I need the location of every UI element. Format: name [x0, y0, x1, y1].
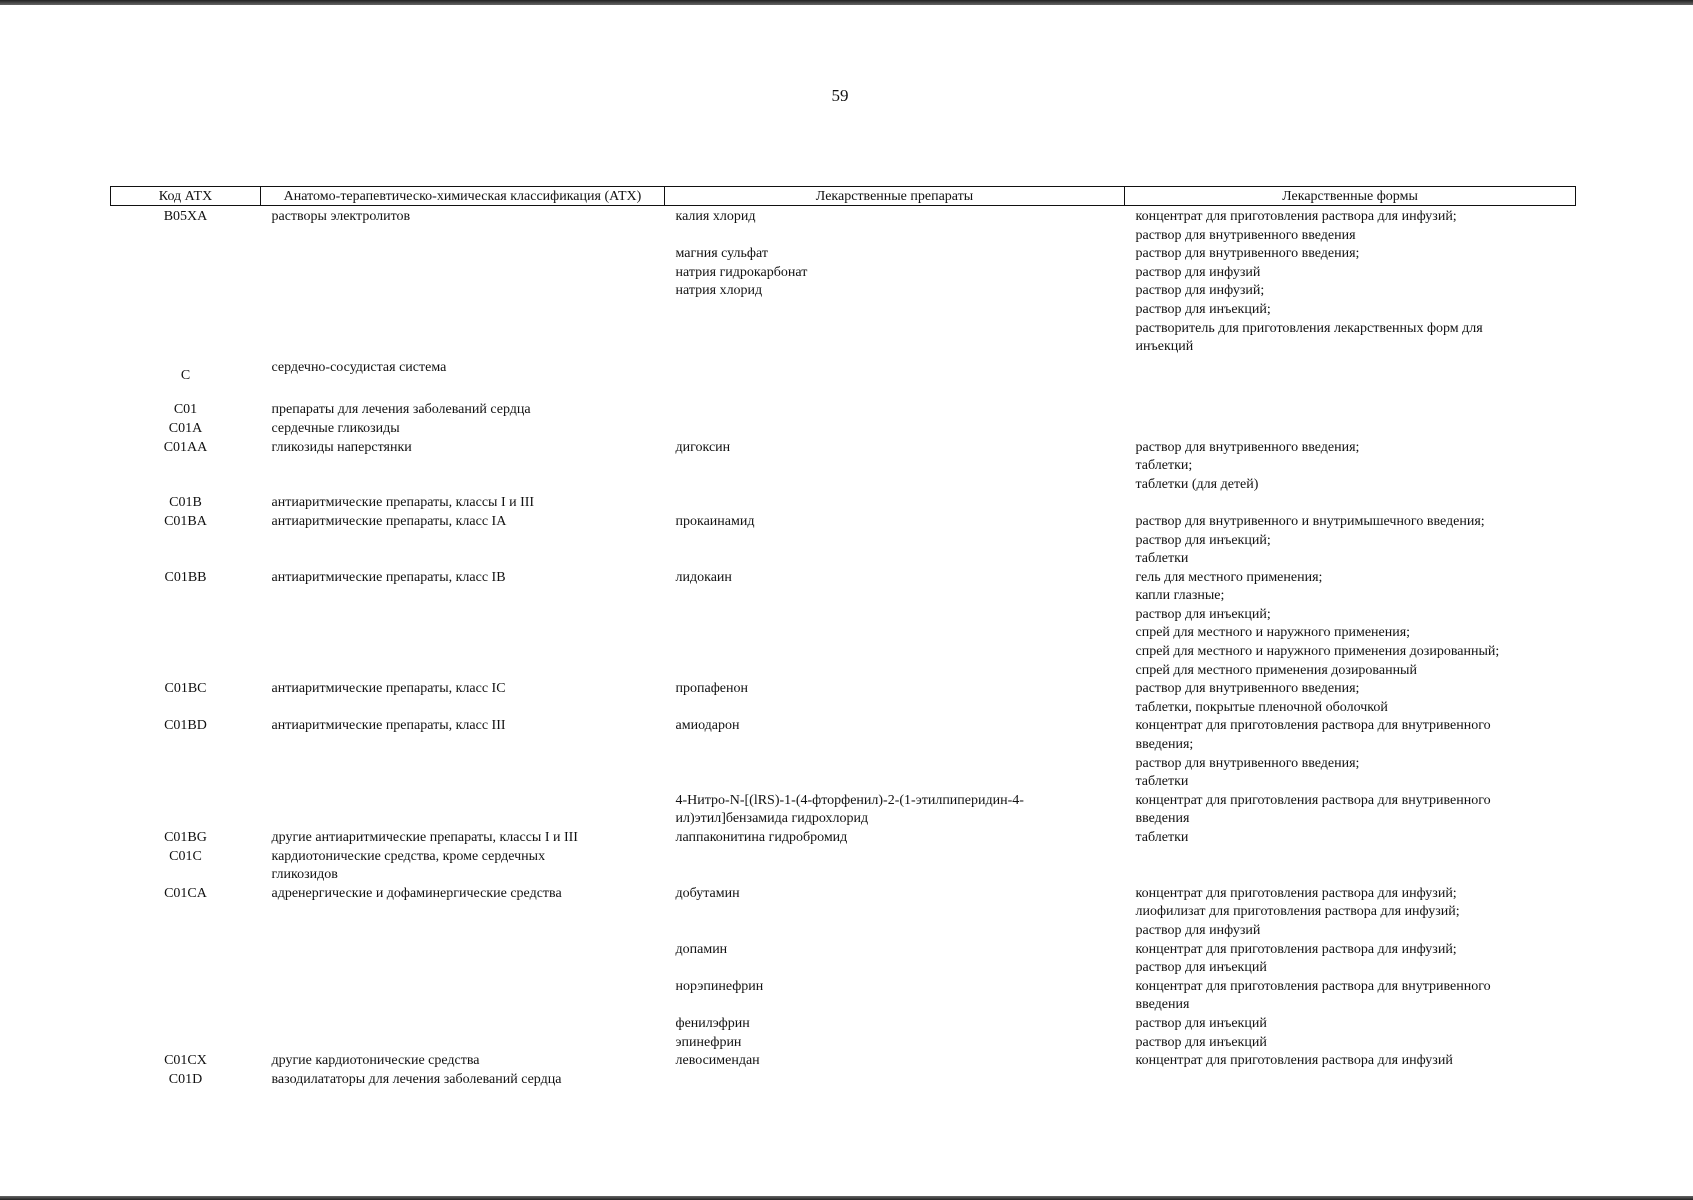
table-row [111, 1071, 1576, 1090]
cell-dosage-forms: концентрат для приготовления раствора для внутривенного введения; раствор для внутривенного введения; таблетки [1135, 718, 1491, 790]
table-row [111, 569, 1576, 681]
table-body [111, 206, 1576, 1090]
table-row [111, 245, 1576, 264]
table-row [111, 420, 1576, 439]
cell-atc-classification: гликозиды наперстянки [271, 439, 412, 455]
cell-atc-classification [261, 245, 665, 264]
cell-medicine: натрия гидрокарбонат [675, 264, 808, 280]
table-row [111, 848, 1576, 885]
cell-dosage-forms: концентрат для приготовления раствора для инфузий [1135, 1053, 1453, 1069]
cell-atc-classification [261, 1034, 665, 1053]
cell-atc-classification: сердечно-сосудистая система [271, 359, 447, 375]
cell-dosage-forms: раствор для внутривенного введения; таблетки, покрытые пленочной оболочкой [1135, 681, 1388, 715]
cell-medicine: лаппаконитина гидробромид [675, 830, 848, 845]
cell-atc-code: C01BD [164, 718, 207, 734]
cell-dosage-forms [1125, 357, 1576, 402]
cell-atc-classification: антиаритмические препараты, класс IB [271, 569, 506, 585]
cell-atc-classification: адренергические и дофаминергические средства [271, 885, 562, 901]
cell-dosage-forms: раствор для инфузий [1135, 264, 1261, 280]
cell-dosage-forms: концентрат для приготовления раствора для инфузий; раствор для внутривенного введения [1135, 209, 1457, 243]
table-row [111, 1015, 1576, 1034]
cell-medicine: 4-Нитро-N-[(lRS)-1-(4-фторфенил)-2-(1-этилпиперидин-4- ил)этил]бензамида гидрохлорид [675, 792, 1024, 827]
table-row [111, 792, 1576, 829]
cell-atc-classification [261, 1015, 665, 1034]
cell-dosage-forms: раствор для инфузий; раствор для инъекций; растворитель для приготовления лекарственных форм для инъекций [1135, 283, 1483, 355]
cell-atc-code: C01C [169, 848, 202, 864]
cell-atc-classification: вазодилататоры для лечения заболеваний сердца [271, 1071, 562, 1087]
cell-medicine: прокаинамид [675, 513, 755, 529]
cell-dosage-forms: раствор для инъекций [1135, 1015, 1267, 1031]
cell-dosage-forms: раствор для внутривенного введения; [1135, 246, 1360, 262]
cell-atc-code: C01BA [164, 513, 207, 529]
cell-medicine [665, 357, 1125, 402]
cell-atc-code: C01AA [163, 439, 208, 455]
cell-medicine: натрия хлорид [675, 283, 763, 299]
header-atc-classification: Анатомо-терапевтическо-химическая классификация (АТХ) [261, 187, 665, 206]
cell-dosage-forms [1125, 494, 1576, 513]
cell-atc-classification: сердечные гликозиды [271, 420, 400, 436]
cell-dosage-forms: раствор для инъекций [1135, 1034, 1267, 1050]
cell-atc-classification: растворы электролитов [271, 209, 411, 224]
cell-atc-code: B05XA [163, 209, 208, 224]
cell-medicine [665, 848, 1125, 885]
page-number: 59 [831, 86, 849, 105]
table-row [111, 717, 1576, 791]
cell-atc-code: C01CA [164, 885, 207, 901]
cell-dosage-forms: концентрат для приготовления раствора для внутривенного введения [1135, 978, 1491, 1013]
table-row [111, 282, 1576, 356]
table-row [111, 680, 1576, 717]
table-row [111, 829, 1576, 848]
cell-atc-code: C01 [173, 402, 198, 418]
cell-dosage-forms: концентрат для приготовления раствора для инфузий; лиофилизат для приготовления раствора для инфузий; раствор для инфузий [1135, 885, 1460, 938]
cell-dosage-forms: раствор для внутривенного введения; таблетки; таблетки (для детей) [1135, 439, 1360, 492]
cell-atc-classification: кардиотонические средства, кроме сердечных гликозидов [271, 848, 546, 883]
table-row [111, 264, 1576, 283]
cell-atc-code: C01B [169, 495, 202, 511]
cell-atc-code [111, 1034, 261, 1053]
cell-atc-classification: антиаритмические препараты, классы I и III [271, 495, 535, 511]
scan-border-top [0, 0, 1693, 5]
cell-atc-classification: препараты для лечения заболеваний сердца [271, 402, 531, 418]
cell-medicine: добутамин [675, 885, 740, 901]
cell-atc-classification: антиаритмические препараты, класс IA [271, 513, 507, 529]
cell-atc-code [111, 978, 261, 1015]
table-row [111, 941, 1576, 978]
header-atc-code: Код АТХ [111, 187, 261, 206]
cell-atc-code [111, 1015, 261, 1034]
header-medicines: Лекарственные препараты [665, 187, 1125, 206]
table-row [111, 978, 1576, 1015]
cell-medicine: дигоксин [675, 439, 731, 455]
table-row [111, 513, 1576, 569]
cell-dosage-forms: таблетки [1135, 830, 1189, 845]
cell-medicine: допамин [675, 941, 728, 957]
cell-atc-classification: антиаритмические препараты, класс III [271, 718, 506, 734]
table-row [111, 494, 1576, 513]
cell-atc-classification [261, 792, 665, 829]
cell-medicine: магния сульфат [675, 246, 768, 262]
cell-atc-code: C01A [168, 420, 203, 436]
atc-drug-table [110, 186, 1576, 1089]
cell-dosage-forms: концентрат для приготовления раствора для внутривенного введения [1135, 792, 1491, 827]
cell-medicine [665, 1071, 1125, 1090]
cell-medicine: калия хлорид [675, 209, 756, 224]
cell-medicine: лидокаин [675, 569, 732, 585]
cell-atc-classification: другие кардиотонические средства [271, 1053, 480, 1069]
cell-medicine: фенилэфрин [675, 1015, 750, 1031]
cell-dosage-forms: раствор для внутривенного и внутримышечного введения; раствор для инъекций; таблетки [1135, 513, 1485, 567]
cell-medicine: амиодарон [675, 718, 740, 734]
cell-atc-code [111, 282, 261, 356]
cell-atc-code [111, 941, 261, 978]
cell-dosage-forms [1125, 401, 1576, 420]
cell-dosage-forms [1125, 1071, 1576, 1090]
cell-medicine: эпинефрин [675, 1034, 742, 1050]
cell-medicine [665, 494, 1125, 513]
scan-border-bottom [0, 1196, 1693, 1200]
cell-dosage-forms: гель для местного применения; капли глазные; раствор для инъекций; спрей для местного и наружного применения; спрей для местного и наружного применения дозированный; спрей для местного применения дозированный [1135, 569, 1500, 678]
table-row [111, 439, 1576, 495]
header-dosage-forms: Лекарственные формы [1125, 187, 1576, 206]
table-row [111, 357, 1576, 402]
cell-atc-code: C01BC [164, 681, 207, 697]
cell-atc-code: C01D [168, 1071, 203, 1087]
cell-atc-code [111, 792, 261, 829]
cell-medicine: норэпинефрин [675, 978, 764, 994]
cell-atc-code [111, 264, 261, 283]
table-row [111, 1052, 1576, 1071]
cell-atc-classification [261, 978, 665, 1015]
cell-dosage-forms [1125, 848, 1576, 885]
table-row [111, 885, 1576, 941]
table-row [111, 401, 1576, 420]
cell-atc-classification [261, 282, 665, 356]
table-header-row [111, 187, 1576, 206]
cell-atc-code: C [180, 367, 191, 383]
cell-atc-code: C01BB [164, 569, 207, 585]
cell-atc-classification: антиаритмические препараты, класс IC [271, 681, 506, 697]
cell-medicine: пропафенон [675, 681, 748, 697]
cell-atc-code: C01CX [164, 1053, 207, 1069]
cell-medicine [665, 401, 1125, 420]
cell-atc-classification: другие антиаритмические препараты, классы I и III [271, 830, 578, 845]
cell-dosage-forms [1125, 420, 1576, 439]
table-row [111, 1034, 1576, 1053]
cell-medicine: левосимендан [675, 1053, 760, 1069]
cell-atc-code [111, 245, 261, 264]
cell-dosage-forms: концентрат для приготовления раствора для инфузий; раствор для инъекций [1135, 941, 1457, 976]
cell-atc-code: C01BG [164, 830, 207, 845]
table-row [111, 206, 1576, 246]
cell-medicine [665, 420, 1125, 439]
cell-atc-classification [261, 264, 665, 283]
cell-atc-classification [261, 941, 665, 978]
